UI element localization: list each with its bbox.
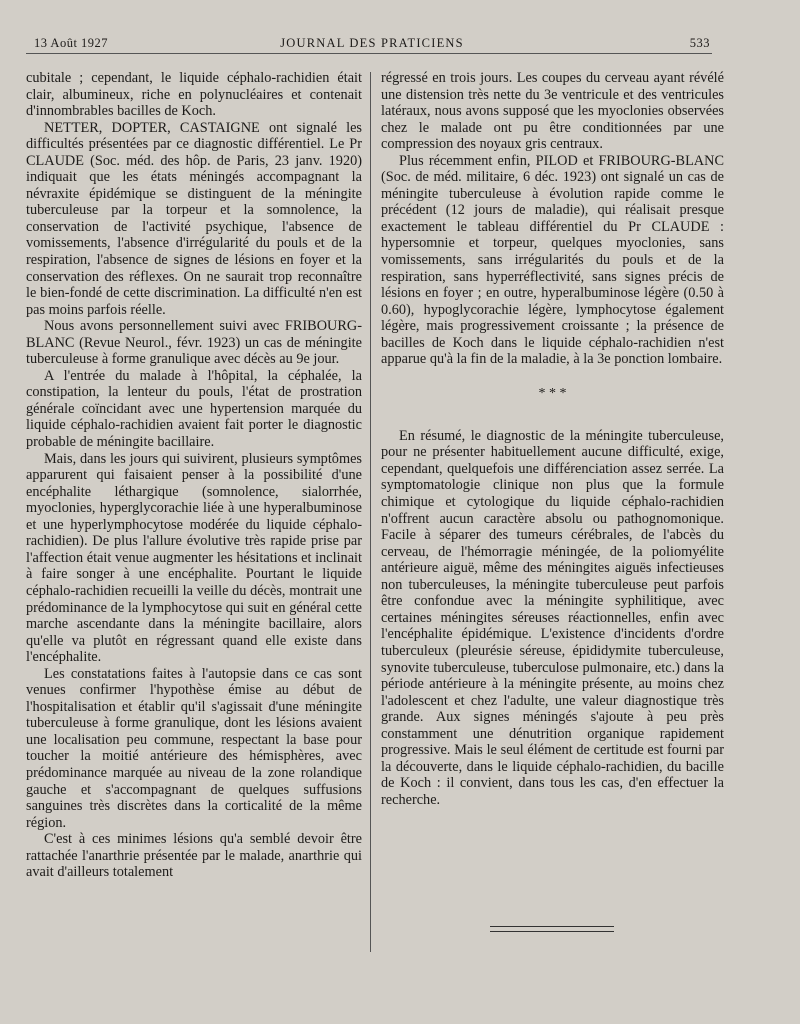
paragraph: Nous avons personnellement suivi avec FRIBOURG-BLANC (Revue Neurol., févr. 1923) un cas de méningite tuberculeuse à forme granulique avec décès au 9e jour. [26, 318, 362, 368]
right-column [381, 70, 724, 808]
paragraph: régressé en trois jours. Les coupes du cerveau ayant révélé une distension très nette du 3e ventricule et des ventricules latéraux, nous avons supposé que les myoclonies observées chez le malade ont pu être conditionnées par une compression des noyaux gris centraux. [381, 70, 724, 153]
end-rule [490, 926, 614, 932]
paragraph: Plus récemment enfin, PILOD et FRIBOURG-BLANC (Soc. de méd. militaire, 6 déc. 1923) ont signalé un cas de méningite tuberculeuse à évolution rapide comme le précédent (12 jours de maladie), qui réalisait presque exactement le tableau différentiel du Pr CLAUDE : hypersomnie et torpeur, quelques myoclonies, sans vomissements, sans irrégularités du pouls et de la respiration, sans hyperréflectivité, sans signes précis de lésions en foyer ; en outre, hyperalbuminose légère (0.50 à 0.60), hypoglycorachie légère, lymphocytose également légère, mais progressivement croissante ; la présence de bacilles de Koch dans le liquide céphalo-rachidien n'est apparue qu'à la fin de la maladie, à la 3e ponction lombaire. [381, 152, 724, 368]
paragraph: A l'entrée du malade à l'hôpital, la céphalée, la constipation, la lenteur du pouls, l'état de prostration générale coïncidant avec une hypertension marquée du liquide céphalo-rachidien avaient fait porter le diagnostic probable de méningite bacillaire. [26, 367, 362, 451]
journal-title: JOURNAL DES PRATICIENS [280, 36, 464, 50]
left-column [26, 70, 362, 881]
paragraph: cubitale ; cependant, le liquide céphalo-rachidien était clair, albumineux, riche en polynucléaires et contenait d'innombrables bacilles de Koch. [26, 70, 362, 120]
summary-paragraph: En résumé, le diagnostic de la méningite tuberculeuse, pour ne présenter habituellement aucune difficulté, exige, cependant, quelquefois une différenciation assez serrée. La symptomatologie clinique non plus que la formule chimique et cytologique du liquide céphalo-rachidien n'offrent aucun caractère absolu ou pathognomonique. Facile à séparer des tumeurs cérébrales, de l'abcès du cerveau, de l'hémorragie méningée, de la poliomyélite antérieure aiguë, même des méningites aiguës infectieuses non tuberculeuses, la méningite tuberculeuse peut parfois être confondue avec la méningite syphilitique, avec certaines méningites séreuses réactionnelles, enfin avec l'encéphalite épidémique. L'existence d'incidents d'ordre tuberculeux (pleurésie séreuse, épididymite tuberculeuse, synovite tuberculeuse, tuberculose pulmonaire, etc.) dans la période antérieure à la méningite présente, au moins chez l'adolescent et chez l'adulte, une valeur diagnostique très grande. Aux signes méningés s'ajoute à peu près constamment une dénutrition organique rapidement progressive. Mais le seul élément de certitude est fourni par la découverte, dans le liquide céphalo-rachidien, du bacille de Koch : il convient, dans tous les cas, d'en effectuer la recherche. [381, 427, 724, 808]
page-header [34, 34, 710, 52]
paragraph: C'est à ces minimes lésions qu'a semblé devoir être rattachée l'anarthrie présentée par le malade, anarthrie qui avait d'ailleurs totalement [26, 831, 362, 881]
paragraph: Les constatations faites à l'autopsie dans ce cas sont venues confirmer l'hypothèse émise au début de l'hospitalisation et établir qu'il s'agissait d'une méningite tuberculeuse à forme granulique, dont les lésions avaient une localisation peu commune, respectant la base pour toucher la moitié antérieure des hémisphères, avec prédominance marquée au niveau de la zone rolandique gauche et s'accompagnant de quelques suffusions sanguines très discrètes dans la corticalité de la même région. [26, 665, 362, 831]
section-separator: * * * [538, 385, 567, 401]
header-rule [26, 53, 712, 54]
paragraph: NETTER, DOPTER, CASTAIGNE ont signalé les difficultés présentées par ce diagnostic différentiel. Le Pr CLAUDE (Soc. méd. des hôp. de Paris, 23 janv. 1920) indiquait que les états méningés accompagnant la névraxite épidémique se distinguent de la méningite tuberculeuse par la torpeur et la somnolence, la conservation de l'activité psychique, l'absence de vomissements, l'absence d'irrégularité du pouls et de la respiration, l'absence de signes de lésions en foyer et la conservation des réflexes. On ne saurait trop reconnaître le bien-fondé de cette discrimination. La difficulté n'en est pas moins parfois réelle. [26, 119, 362, 318]
issue-date: 13 Août 1927 [34, 36, 109, 50]
paragraph: Mais, dans les jours qui suivirent, plusieurs symptômes apparurent qui faisaient penser à la possibilité d'une encéphalite léthargique (somnolence, sialorrhée, myoclonies, hyperglycorachie liée à une hyperalbuminose et une hyperlymphocytose modérée du liquide céphalo-rachidien). De plus l'allure évolutive très rapide prise par l'affection était venue augmenter les hésitations et inclinait à faire songer à une encéphalite. Pourtant le liquide céphalo-rachidien recueilli la veille du décès, montrait une prédominance de la lymphocytose qui suit en général cette marche ascendante dans la méningite bacillaire, alors qu'elle va plutôt en régressant quand elle existe dans l'encéphalite. [26, 450, 362, 666]
column-rule [370, 72, 371, 952]
page-number: 533 [689, 36, 710, 50]
